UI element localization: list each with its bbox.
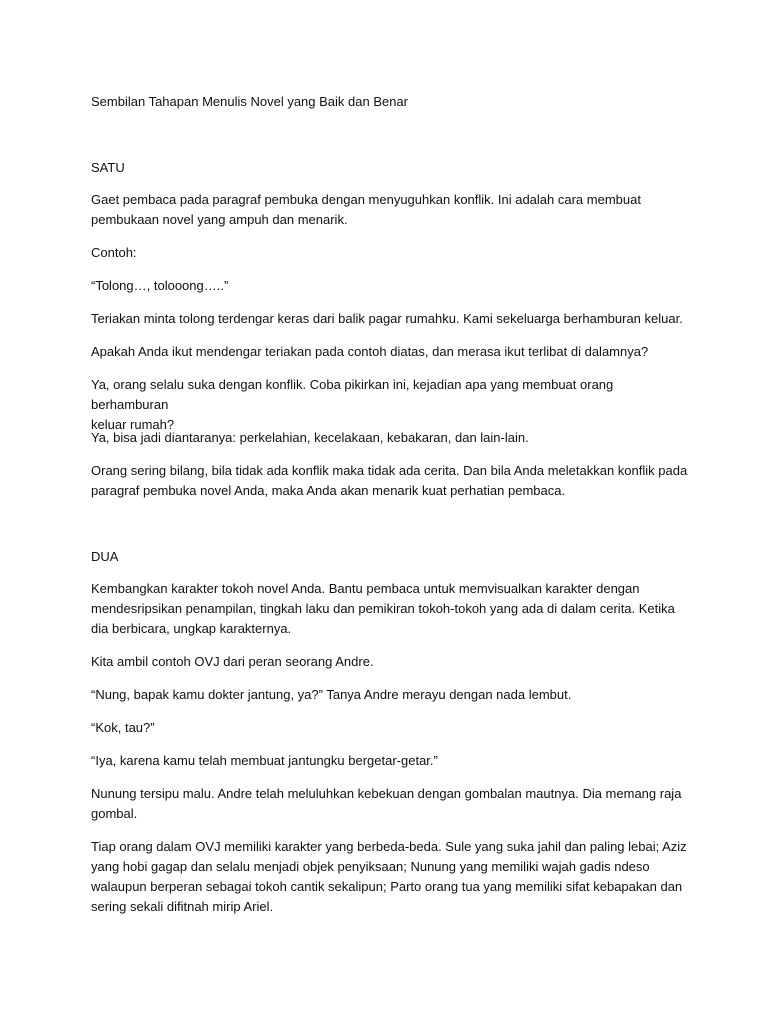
section-heading-dua: DUA bbox=[91, 549, 119, 564]
section-satu-paragraph-1: Gaet pembaca pada paragraf pembuka dengan menyuguhkan konflik. Ini adalah cara membuat pembukaan novel yang ampuh dan menarik. bbox=[91, 192, 641, 227]
section-satu-paragraph-3: “Tolong…, tolooong…..” bbox=[91, 278, 229, 293]
section-heading-satu: SATU bbox=[91, 160, 125, 175]
section-dua-paragraph-3: “Nung, bapak kamu dokter jantung, ya?” Tanya Andre merayu dengan nada lembut. bbox=[91, 687, 572, 702]
section-satu-paragraph-2: Contoh: bbox=[91, 245, 137, 260]
section-dua-paragraph-6: Nunung tersipu malu. Andre telah meluluhkan kebekuan dengan gombalan mautnya. Dia memang raja gombal. bbox=[91, 786, 682, 821]
section-satu-paragraph-7: Ya, bisa jadi diantaranya: perkelahian, kecelakaan, kebakaran, dan lain-lain. bbox=[91, 430, 529, 445]
section-satu-paragraph-5: Apakah Anda ikut mendengar teriakan pada contoh diatas, dan merasa ikut terlibat di dalamnya? bbox=[91, 344, 649, 359]
document-title: Sembilan Tahapan Menulis Novel yang Baik dan Benar bbox=[91, 94, 409, 109]
section-dua-paragraph-2: Kita ambil contoh OVJ dari peran seorang Andre. bbox=[91, 654, 374, 669]
section-dua-paragraph-5: “Iya, karena kamu telah membuat jantungku bergetar-getar.” bbox=[91, 753, 438, 768]
section-dua-paragraph-7: Tiap orang dalam OVJ memiliki karakter yang berbeda-beda. Sule yang suka jahil dan paling lebai; Aziz yang hobi gagap dan selalu menjadi objek penyiksaan; Nunung yang memiliki wajah gadis ndeso walaupun berperan sebagai tokoh cantik sekalipun; Parto orang tua yang memiliki sifat kebapakan dan sering sekali difitnah mirip Ariel. bbox=[91, 839, 687, 914]
section-dua-paragraph-4: “Kok, tau?” bbox=[91, 720, 155, 735]
section-satu-paragraph-4: Teriakan minta tolong terdengar keras dari balik pagar rumahku. Kami sekeluarga berhamburan keluar. bbox=[91, 311, 683, 326]
section-dua-paragraph-1: Kembangkan karakter tokoh novel Anda. Bantu pembaca untuk memvisualkan karakter dengan mendesripsikan penampilan, tingkah laku dan pemikiran tokoh-tokoh yang ada di dalam cerita. Ketika dia berbicara, ungkap karakternya. bbox=[91, 581, 675, 636]
section-satu-paragraph-8: Orang sering bilang, bila tidak ada konflik maka tidak ada cerita. Dan bila Anda meletakkan konflik pada paragraf pembuka novel Anda, maka Anda akan menarik kuat perhatian pembaca. bbox=[91, 463, 688, 498]
section-satu-paragraph-6: Ya, orang selalu suka dengan konflik. Coba pikirkan ini, kejadian apa yang membuat orang berhamburan keluar rumah? bbox=[91, 377, 614, 432]
